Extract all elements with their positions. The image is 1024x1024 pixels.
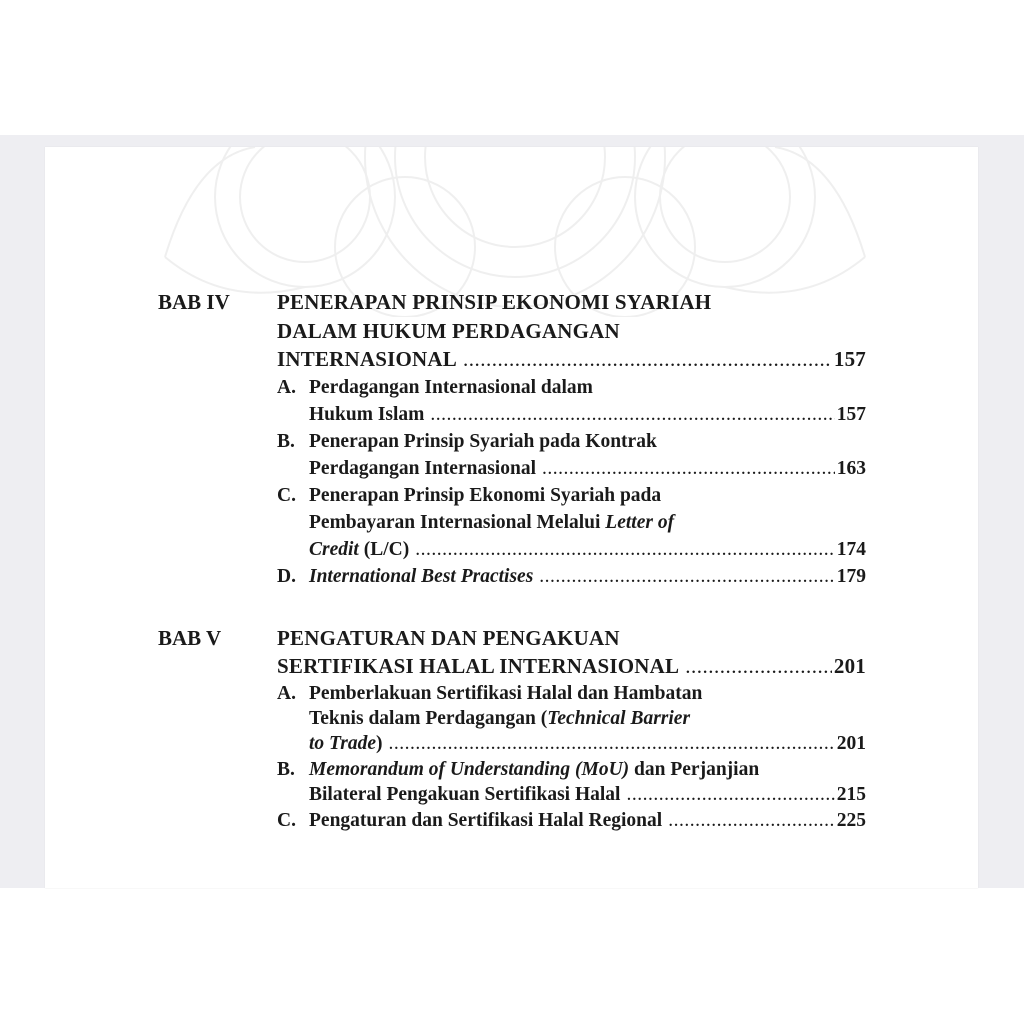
entry-text-segment: International Best Practises	[309, 565, 534, 587]
entry-text	[309, 536, 409, 563]
toc-entry-line	[277, 509, 866, 536]
chapter-title-line	[277, 288, 866, 317]
page-number: 174	[836, 538, 866, 560]
entry-text	[309, 428, 657, 455]
chapter-title-line	[277, 624, 866, 653]
toc-entry-line	[277, 455, 866, 482]
toc-entry[interactable]	[277, 482, 866, 563]
toc-entry-line	[277, 482, 866, 509]
entry-text	[309, 706, 690, 731]
chapter-body	[277, 624, 866, 833]
chapter-title-text: SERTIFIKASI HALAL INTERNASIONAL	[277, 654, 680, 678]
dot-leader	[463, 345, 832, 374]
dot-leader	[415, 536, 835, 563]
entry-text-segment: Hukum Islam	[309, 403, 425, 425]
entry-text-segment: Teknis dalam Perdagangan (	[309, 707, 548, 729]
entry-text-segment: Pemberlakuan Sertifikasi Halal dan Hambatan	[309, 682, 703, 704]
toc-entry-line	[277, 808, 866, 833]
page-number: 163	[836, 457, 866, 479]
chapter-title-line	[277, 652, 866, 681]
entry-letter: D.	[277, 565, 296, 587]
chapter-title-text: DALAM HUKUM PERDAGANGAN	[277, 318, 620, 343]
toc-entry-line	[277, 731, 866, 756]
toc-entry-line	[277, 428, 866, 455]
toc-entry-line	[277, 401, 866, 428]
toc-entry[interactable]	[277, 374, 866, 428]
chapter-title-text: PENGATURAN DAN PENGAKUAN	[277, 625, 620, 650]
page-number: 201	[836, 733, 866, 755]
chapter-body	[277, 288, 866, 590]
page-number: 157	[836, 403, 866, 425]
entry-text-segment: Credit	[309, 538, 359, 560]
page-number: 157	[833, 347, 866, 371]
dot-leader	[388, 731, 834, 756]
toc-entry[interactable]	[277, 428, 866, 482]
entry-text	[309, 374, 593, 401]
dot-leader	[542, 455, 835, 482]
entry-text	[309, 681, 702, 706]
entry-letter: C.	[277, 484, 296, 506]
chapter-title-line	[277, 317, 866, 346]
entry-text	[309, 782, 620, 807]
chapter-label: BAB V	[158, 625, 222, 650]
dot-leader	[685, 652, 832, 681]
entry-text-segment: Pengaturan dan Sertifikasi Halal Regional	[309, 809, 663, 831]
entry-text-segment: to Trade	[309, 733, 376, 755]
toc-entry-line	[277, 374, 866, 401]
page-number: 179	[836, 565, 866, 587]
entry-text-segment: (L/C)	[358, 538, 410, 560]
entry-letter: C.	[277, 809, 296, 831]
toc-chapter	[158, 288, 866, 590]
toc-entry-line	[277, 782, 866, 807]
toc-entry[interactable]	[277, 808, 866, 833]
dot-leader	[626, 782, 834, 807]
entry-letter: B.	[277, 758, 295, 780]
toc-entry-line	[277, 536, 866, 563]
entry-text-segment: Memorandum of Understanding (MoU)	[309, 758, 630, 780]
entry-text-segment: dan Perjanjian	[629, 758, 760, 780]
chapter-title-text: INTERNASIONAL	[277, 347, 457, 371]
entry-text-segment: Technical Barrier	[547, 707, 691, 729]
dot-leader	[430, 401, 834, 428]
entry-text-segment: )	[375, 733, 383, 755]
chapter-title-line	[277, 345, 866, 374]
page-number: 201	[833, 654, 866, 678]
chapter-title-text: PENERAPAN PRINSIP EKONOMI SYARIAH	[277, 290, 712, 314]
page-number: 215	[836, 784, 866, 806]
document-page	[45, 147, 978, 888]
entry-text	[309, 808, 662, 833]
dot-leader	[668, 808, 835, 833]
entry-text	[309, 731, 382, 756]
entry-text	[309, 455, 536, 482]
toc-entry[interactable]	[277, 563, 866, 590]
toc-chapter	[158, 624, 866, 833]
entry-letter: A.	[277, 376, 296, 398]
entry-text	[309, 401, 424, 428]
entry-text-segment: Penerapan Prinsip Syariah pada Kontrak	[309, 430, 657, 452]
entry-text-segment: Penerapan Prinsip Ekonomi Syariah pada	[309, 484, 662, 506]
chapter-label: BAB IV	[158, 290, 230, 314]
page-number: 225	[836, 809, 866, 831]
entry-text-segment: Perdagangan Internasional dalam	[309, 376, 593, 398]
table-of-contents	[158, 288, 866, 833]
dot-leader	[539, 563, 834, 590]
entry-text-segment: Perdagangan Internasional	[309, 457, 536, 479]
toc-entry-line	[277, 563, 866, 590]
toc-entry-line	[277, 757, 866, 782]
entry-letter: B.	[277, 430, 295, 452]
entry-text-segment: Bilateral Pengakuan Sertifikasi Halal	[309, 784, 621, 806]
entry-text-segment: Pembayaran Internasional Melalui	[309, 511, 606, 533]
entry-text-segment: Letter of	[605, 511, 675, 533]
entry-text	[309, 482, 661, 509]
entry-letter: A.	[277, 682, 296, 704]
entry-text	[309, 509, 674, 536]
entry-text	[309, 757, 759, 782]
toc-entry-line	[277, 681, 866, 706]
entry-text	[309, 563, 533, 590]
toc-entry[interactable]	[277, 681, 866, 757]
toc-entry[interactable]	[277, 757, 866, 808]
toc-entry-line	[277, 706, 866, 731]
